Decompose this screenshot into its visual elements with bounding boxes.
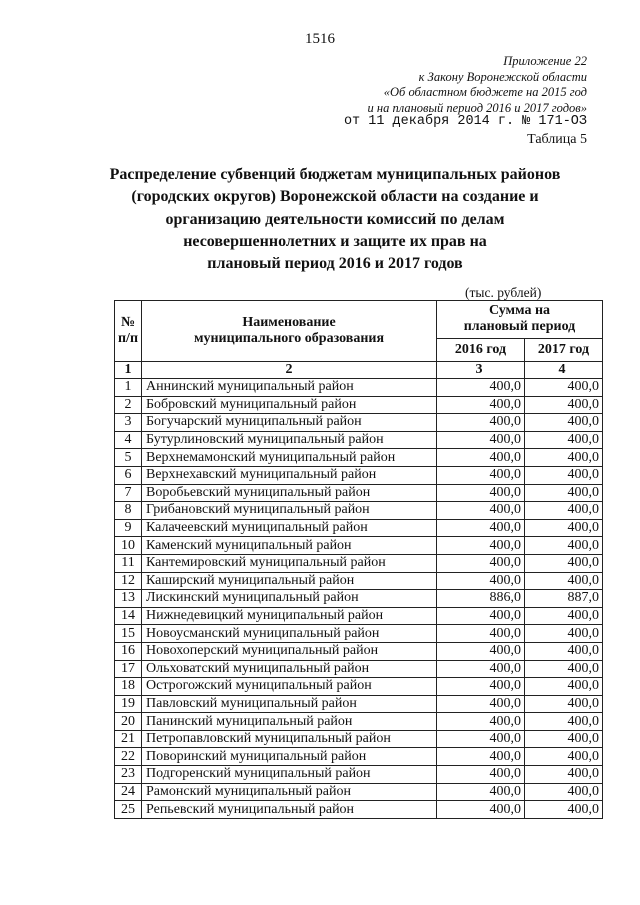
table-row [115, 379, 603, 397]
value-2017: 400,0 [525, 713, 603, 731]
table-row [115, 625, 603, 643]
table-row [115, 396, 603, 414]
district-name: Лискинский муниципальный район [142, 590, 437, 608]
document-title [70, 164, 600, 275]
value-2016: 400,0 [437, 414, 525, 432]
district-name: Петропавловский муниципальный район [142, 730, 437, 748]
title-line: (городских округов) Воронежской области на создание и [131, 188, 539, 206]
value-2016: 400,0 [437, 379, 525, 397]
appendix-line: к Закону Воронежской области [418, 69, 587, 84]
value-2017: 400,0 [525, 484, 603, 502]
value-2017: 400,0 [525, 660, 603, 678]
district-name: Бобровский муниципальный район [142, 396, 437, 414]
row-number: 15 [115, 625, 142, 643]
value-2017: 400,0 [525, 783, 603, 801]
header-num: № п/п [115, 301, 142, 362]
column-index-row [115, 362, 603, 379]
table-row [115, 766, 603, 784]
district-name: Каменский муниципальный район [142, 537, 437, 555]
header-name: Наименование муниципального образования [142, 301, 437, 362]
district-name: Рамонский муниципальный район [142, 783, 437, 801]
value-2016: 400,0 [437, 730, 525, 748]
value-2016: 400,0 [437, 396, 525, 414]
value-2016: 400,0 [437, 537, 525, 555]
row-number: 20 [115, 713, 142, 731]
value-2016: 400,0 [437, 766, 525, 784]
appendix-line: Приложение 22 [503, 54, 587, 68]
district-name: Каширский муниципальный район [142, 572, 437, 590]
value-2017: 400,0 [525, 431, 603, 449]
value-2016: 400,0 [437, 678, 525, 696]
table-row [115, 695, 603, 713]
table-row [115, 466, 603, 484]
row-number: 18 [115, 678, 142, 696]
value-2017: 887,0 [525, 590, 603, 608]
table-row [115, 431, 603, 449]
value-2016: 400,0 [437, 660, 525, 678]
row-number: 22 [115, 748, 142, 766]
row-number: 13 [115, 590, 142, 608]
table-row [115, 801, 603, 819]
row-number: 8 [115, 502, 142, 520]
table-row [115, 730, 603, 748]
row-number: 1 [115, 379, 142, 397]
table-row [115, 590, 603, 608]
row-number: 7 [115, 484, 142, 502]
title-line: несовершеннолетних и защите их прав на [183, 232, 487, 250]
district-name: Грибановский муниципальный район [142, 502, 437, 520]
table-row [115, 660, 603, 678]
district-name: Новоусманский муниципальный район [142, 625, 437, 643]
district-name: Репьевский муниципальный район [142, 801, 437, 819]
row-number: 14 [115, 607, 142, 625]
title-line: организацию деятельности комиссий по делам [165, 210, 505, 228]
district-name: Панинский муниципальный район [142, 713, 437, 731]
table-row [115, 783, 603, 801]
row-number: 6 [115, 466, 142, 484]
value-2016: 400,0 [437, 554, 525, 572]
value-2016: 400,0 [437, 713, 525, 731]
value-2017: 400,0 [525, 766, 603, 784]
value-2016: 400,0 [437, 431, 525, 449]
value-2017: 400,0 [525, 414, 603, 432]
row-number: 11 [115, 554, 142, 572]
value-2017: 400,0 [525, 642, 603, 660]
district-name: Ольховатский муниципальный район [142, 660, 437, 678]
value-2016: 400,0 [437, 642, 525, 660]
law-reference: от 11 декабря 2014 г. № 171-ОЗ [343, 114, 587, 129]
table-row [115, 713, 603, 731]
district-name: Воробьевский муниципальный район [142, 484, 437, 502]
value-2016: 400,0 [437, 607, 525, 625]
row-number: 23 [115, 766, 142, 784]
appendix-header [368, 54, 587, 116]
row-number: 9 [115, 519, 142, 537]
value-2017: 400,0 [525, 396, 603, 414]
value-2016: 400,0 [437, 695, 525, 713]
row-number: 5 [115, 449, 142, 467]
table-row [115, 572, 603, 590]
index-cell: 3 [437, 362, 525, 379]
title-line: плановый период 2016 и 2017 годов [207, 255, 463, 273]
unit-label: (тыс. рублей) [465, 285, 542, 300]
district-name: Кантемировский муниципальный район [142, 554, 437, 572]
district-name: Верхнехавский муниципальный район [142, 466, 437, 484]
row-number: 16 [115, 642, 142, 660]
value-2016: 400,0 [437, 502, 525, 520]
index-cell: 1 [115, 362, 142, 379]
district-name: Калачеевский муниципальный район [142, 519, 437, 537]
table-row [115, 642, 603, 660]
header-2017: 2017 год [525, 338, 603, 361]
row-number: 17 [115, 660, 142, 678]
appendix-line: и на плановый период 2016 и 2017 годов» [367, 100, 587, 115]
value-2016: 886,0 [437, 590, 525, 608]
value-2016: 400,0 [437, 572, 525, 590]
row-number: 24 [115, 783, 142, 801]
row-number: 21 [115, 730, 142, 748]
district-name: Верхнемамонский муниципальный район [142, 449, 437, 467]
value-2017: 400,0 [525, 502, 603, 520]
value-2017: 400,0 [525, 678, 603, 696]
row-number: 10 [115, 537, 142, 555]
value-2017: 400,0 [525, 730, 603, 748]
district-name: Подгоренский муниципальный район [142, 766, 437, 784]
district-name: Нижнедевицкий муниципальный район [142, 607, 437, 625]
table-row [115, 449, 603, 467]
value-2016: 400,0 [437, 449, 525, 467]
table-row [115, 554, 603, 572]
table-row [115, 502, 603, 520]
value-2017: 400,0 [525, 379, 603, 397]
row-number: 3 [115, 414, 142, 432]
district-name: Аннинский муниципальный район [142, 379, 437, 397]
value-2016: 400,0 [437, 625, 525, 643]
value-2016: 400,0 [437, 801, 525, 819]
district-name: Павловский муниципальный район [142, 695, 437, 713]
table-row [115, 537, 603, 555]
row-number: 25 [115, 801, 142, 819]
row-number: 4 [115, 431, 142, 449]
district-name: Богучарский муниципальный район [142, 414, 437, 432]
value-2017: 400,0 [525, 607, 603, 625]
title-line: Распределение субвенций бюджетам муниципальных районов [109, 166, 561, 183]
table-row [115, 519, 603, 537]
value-2017: 400,0 [525, 537, 603, 555]
value-2016: 400,0 [437, 748, 525, 766]
value-2017: 400,0 [525, 748, 603, 766]
value-2016: 400,0 [437, 519, 525, 537]
row-number: 2 [115, 396, 142, 414]
table-row [115, 414, 603, 432]
value-2016: 400,0 [437, 783, 525, 801]
district-name: Новохоперский муниципальный район [142, 642, 437, 660]
table-row [115, 678, 603, 696]
district-name: Бутурлиновский муниципальный район [142, 431, 437, 449]
value-2017: 400,0 [525, 625, 603, 643]
value-2017: 400,0 [525, 554, 603, 572]
value-2017: 400,0 [525, 466, 603, 484]
header-2016: 2016 год [437, 338, 525, 361]
value-2017: 400,0 [525, 449, 603, 467]
index-cell: 2 [142, 362, 437, 379]
table-row [115, 748, 603, 766]
district-name: Острогожский муниципальный район [142, 678, 437, 696]
value-2017: 400,0 [525, 801, 603, 819]
subsidy-table [114, 300, 603, 819]
value-2017: 400,0 [525, 572, 603, 590]
table-label: Таблица 5 [527, 132, 587, 147]
index-cell: 4 [525, 362, 603, 379]
row-number: 19 [115, 695, 142, 713]
value-2017: 400,0 [525, 695, 603, 713]
value-2016: 400,0 [437, 484, 525, 502]
appendix-line: «Об областном бюджете на 2015 год [383, 85, 587, 99]
value-2016: 400,0 [437, 466, 525, 484]
row-number: 12 [115, 572, 142, 590]
page-number: 1516 [305, 31, 335, 47]
district-name: Поворинский муниципальный район [142, 748, 437, 766]
header-sum: Сумма на плановый период [437, 301, 603, 339]
value-2017: 400,0 [525, 519, 603, 537]
table-row [115, 484, 603, 502]
table-row [115, 607, 603, 625]
